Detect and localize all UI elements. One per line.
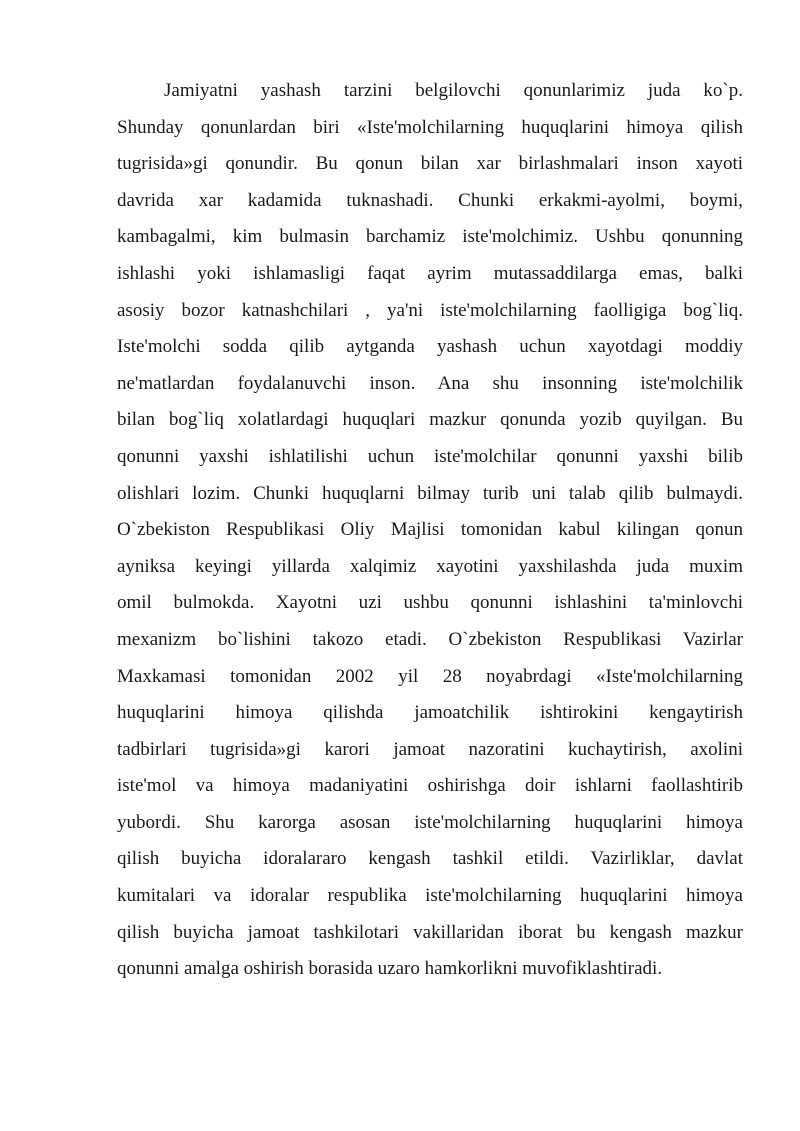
paragraph-line: kambagalmi, kim bulmasin barchamiz iste'molchimiz. Ushbu qonunning: [117, 226, 743, 248]
paragraph-line: mexanizm bo`lishini takozo etadi. O`zbekiston Respublikasi Vazirlar: [117, 628, 743, 650]
paragraph-line: asosiy bozor katnashchilari , ya'ni iste'molchilarning faolligiga bog`liq.: [117, 299, 743, 321]
paragraph-line: ne'matlardan foydalanuvchi inson. Ana shu insonning iste'molchilik: [117, 372, 743, 394]
paragraph-line: olishlari lozim. Chunki huquqlarni bilmay turib uni talab qilib bulmaydi.: [117, 482, 743, 504]
paragraph-line: huquqlarini himoya qilishda jamoatchilik ishtirokini kengaytirish: [117, 702, 743, 724]
paragraph-line: iste'mol va himoya madaniyatini oshirishga doir ishlarni faollashtirib: [117, 775, 743, 797]
paragraph-line: Shunday qonunlardan biri «Iste'molchilarning huquqlarini himoya qilish: [117, 116, 743, 138]
paragraph-line: omil bulmokda. Xayotni uzi ushbu qonunni ishlashini ta'minlovchi: [117, 592, 743, 614]
paragraph-line: qonunni amalga oshirish borasida uzaro hamkorlikni muvofiklashtiradi.: [117, 958, 663, 980]
paragraph-line: kumitalari va idoralar respublika iste'molchilarning huquqlarini himoya: [117, 885, 743, 907]
paragraph-line: bilan bog`liq xolatlardagi huquqlari mazkur qonunda yozib quyilgan. Bu: [117, 409, 743, 431]
paragraph-line: tadbirlari tugrisida»gi karori jamoat nazoratini kuchaytirish, axolini: [117, 738, 743, 760]
body-paragraph: [117, 73, 743, 988]
paragraph-line: ishlashi yoki ishlamasligi faqat ayrim mutassaddilarga emas, balki: [117, 262, 743, 284]
paragraph-line: tugrisida»gi qonundir. Bu qonun bilan xar birlashmalari inson xayoti: [117, 153, 743, 175]
paragraph-line: ayniksa keyingi yillarda xalqimiz xayotini yaxshilashda juda muxim: [117, 555, 743, 577]
paragraph-line: davrida xar kadamida tuknashadi. Chunki erkakmi-ayolmi, boymi,: [117, 189, 743, 211]
paragraph-line: qonunni yaxshi ishlatilishi uchun iste'molchilar qonunni yaxshi bilib: [117, 445, 743, 467]
paragraph-line: qilish buyicha jamoat tashkilotari vakillaridan iborat bu kengash mazkur: [117, 921, 743, 943]
paragraph-line: O`zbekiston Respublikasi Oliy Majlisi tomonidan kabul kilingan qonun: [117, 519, 743, 541]
paragraph-line: qilish buyicha idoralararo kengash tashkil etildi. Vazirliklar, davlat: [117, 848, 743, 870]
paragraph-line: yubordi. Shu karorga asosan iste'molchilarning huquqlarini himoya: [117, 811, 743, 833]
paragraph-line: Maxkamasi tomonidan 2002 yil 28 noyabrdagi «Iste'molchilarning: [117, 665, 743, 687]
paragraph-line: Jamiyatni yashash tarzini belgilovchi qonunlarimiz juda ko`p.: [164, 80, 743, 101]
paragraph-line: Iste'molchi sodda qilib aytganda yashash uchun xayotdagi moddiy: [117, 336, 743, 358]
